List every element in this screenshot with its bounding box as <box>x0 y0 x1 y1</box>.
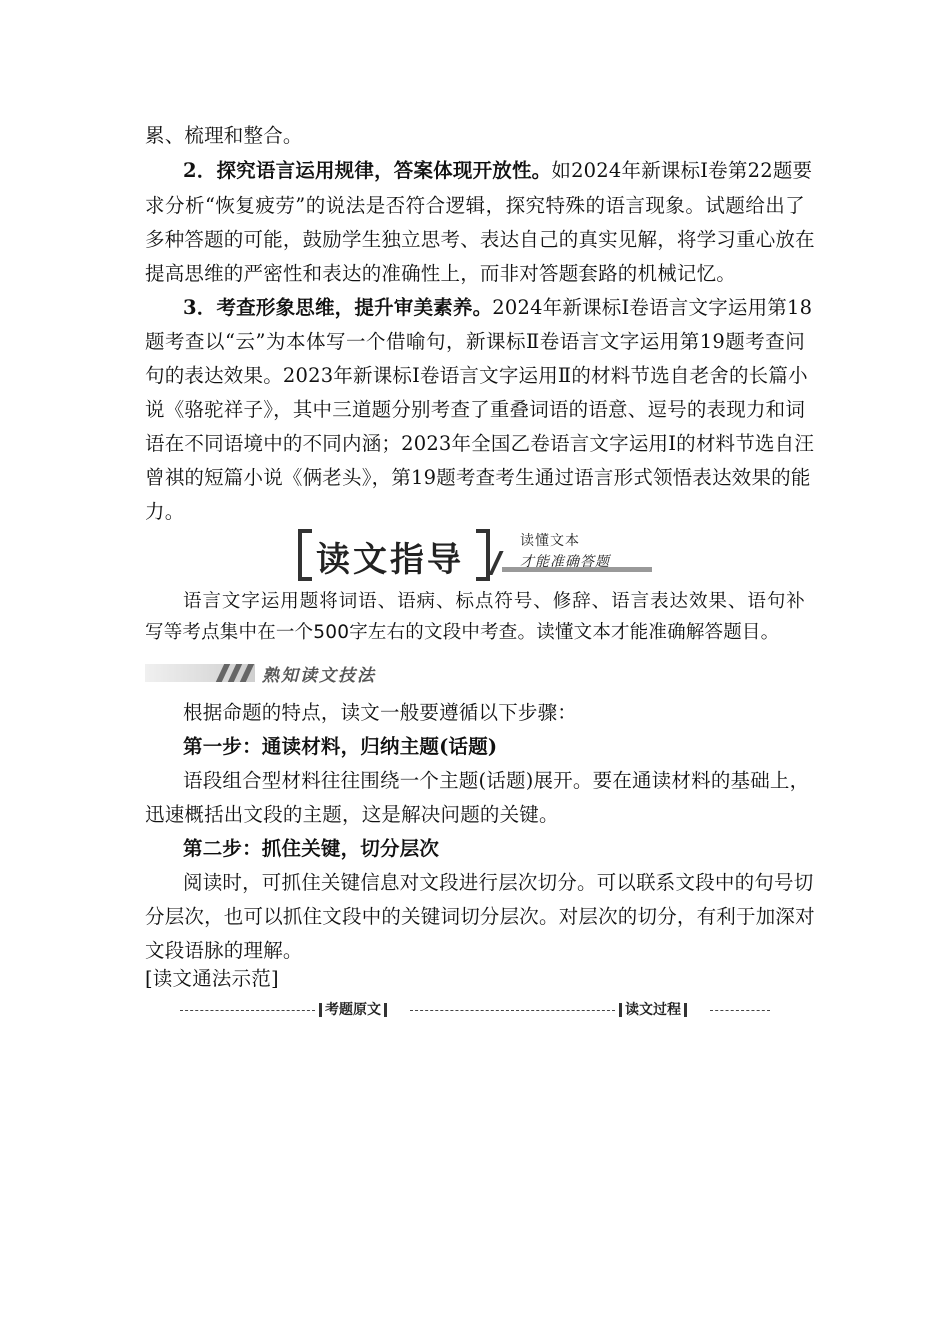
point-2-text: 如2024年新课标Ⅰ卷第22题要 <box>551 159 813 182</box>
paragraph-line: 累、梳理和整合。 <box>145 124 303 147</box>
point-3-heading: 3．考查形象思维，提升审美素养。 <box>183 296 493 319</box>
tag-original-text <box>316 999 390 1021</box>
divider-dash <box>180 1010 315 1011</box>
steps-lead: 根据命题的特点，读文一般要遵循以下步骤： <box>183 701 578 724</box>
intro-line-1: 语言文字运用题将词语、语病、标点符号、修辞、语言表达效果、语句补 <box>183 591 805 612</box>
step-1-line-1: 语段组合型材料往往围绕一个主题(话题)展开。要在通读材料的基础上， <box>183 769 810 792</box>
point-2-heading: 2．探究语言运用规律，答案体现开放性。 <box>183 159 552 182</box>
step-2-line-2: 分层次，也可以抓住文段中的关键词切分层次。对层次的切分，有利于加深对 <box>145 905 815 928</box>
point-2-line-4: 提高思维的严密性和表达的准确性上，而非对答题套路的机械记忆。 <box>145 262 737 285</box>
reading-guide-banner <box>298 529 658 581</box>
step-1-title: 第一步：通读材料，归纳主题(话题) <box>183 735 498 758</box>
point-3-line-5: 语在不同语境中的不同内涵；2023年全国乙卷语言文字运用Ⅰ的材料节选自汪 <box>145 432 815 455</box>
divider-dash <box>410 1010 615 1011</box>
banner-subtitle-1: 读懂文本 <box>520 533 580 549</box>
point-3-line-7: 力。 <box>145 500 185 523</box>
step-1-line-2: 迅速概括出文段的主题，这是解决问题的关键。 <box>145 803 559 826</box>
step-2-line-1: 阅读时，可抓住关键信息对文段进行层次切分。可以联系文段中的句号切 <box>183 871 814 894</box>
point-3-text: 2024年新课标Ⅰ卷语言文字运用第18 <box>492 296 813 319</box>
point-3-line-3: 句的表达效果。2023年新课标Ⅰ卷语言文字运用Ⅱ的材料节选自老舍的长篇小 <box>145 364 808 387</box>
intro-line-2: 写等考点集中在一个500字左右的文段中考查。读懂文本才能准确解答题目。 <box>145 622 780 643</box>
demo-label: [读文通法示范] <box>145 967 279 990</box>
tag-reading-process-label: 读文过程 <box>625 1002 681 1018</box>
triple-slash-icon <box>216 664 260 682</box>
tag-reading-process <box>616 999 690 1021</box>
bracket-left-icon <box>298 529 312 581</box>
banner-subtitle-2: 才能准确答题 <box>520 554 610 570</box>
point-2-line-2: 求分析“恢复疲劳”的说法是否符合逻辑，探究特殊的语言现象。试题给出了 <box>145 194 805 217</box>
point-3-line-6: 曾祺的短篇小说《俩老头》，第19题考查考生通过语言形式领悟表达效果的能 <box>145 466 811 489</box>
step-2-title: 第二步：抓住关键，切分层次 <box>183 837 440 860</box>
section-title: 熟知读文技法 <box>262 666 376 686</box>
step-2-line-3: 文段语脉的理解。 <box>145 939 303 962</box>
banner-title: 读文指导 <box>316 540 464 580</box>
divider-dash <box>710 1010 770 1011</box>
point-3-line-4: 说《骆驼祥子》，其中三道题分别考查了重叠词语的语意、逗号的表现力和词 <box>145 398 806 421</box>
tag-original-text-label: 考题原文 <box>325 1002 381 1018</box>
point-3-line-1 <box>183 296 813 320</box>
point-3-line-2: 题考查以“云”为本体写一个借喻句，新课标Ⅱ卷语言文字运用第19题考查问 <box>145 330 805 353</box>
point-2-line-1 <box>183 159 813 183</box>
point-2-line-3: 多种答题的可能，鼓励学生独立思考、表达自己的真实见解，将学习重心放在 <box>145 228 815 251</box>
